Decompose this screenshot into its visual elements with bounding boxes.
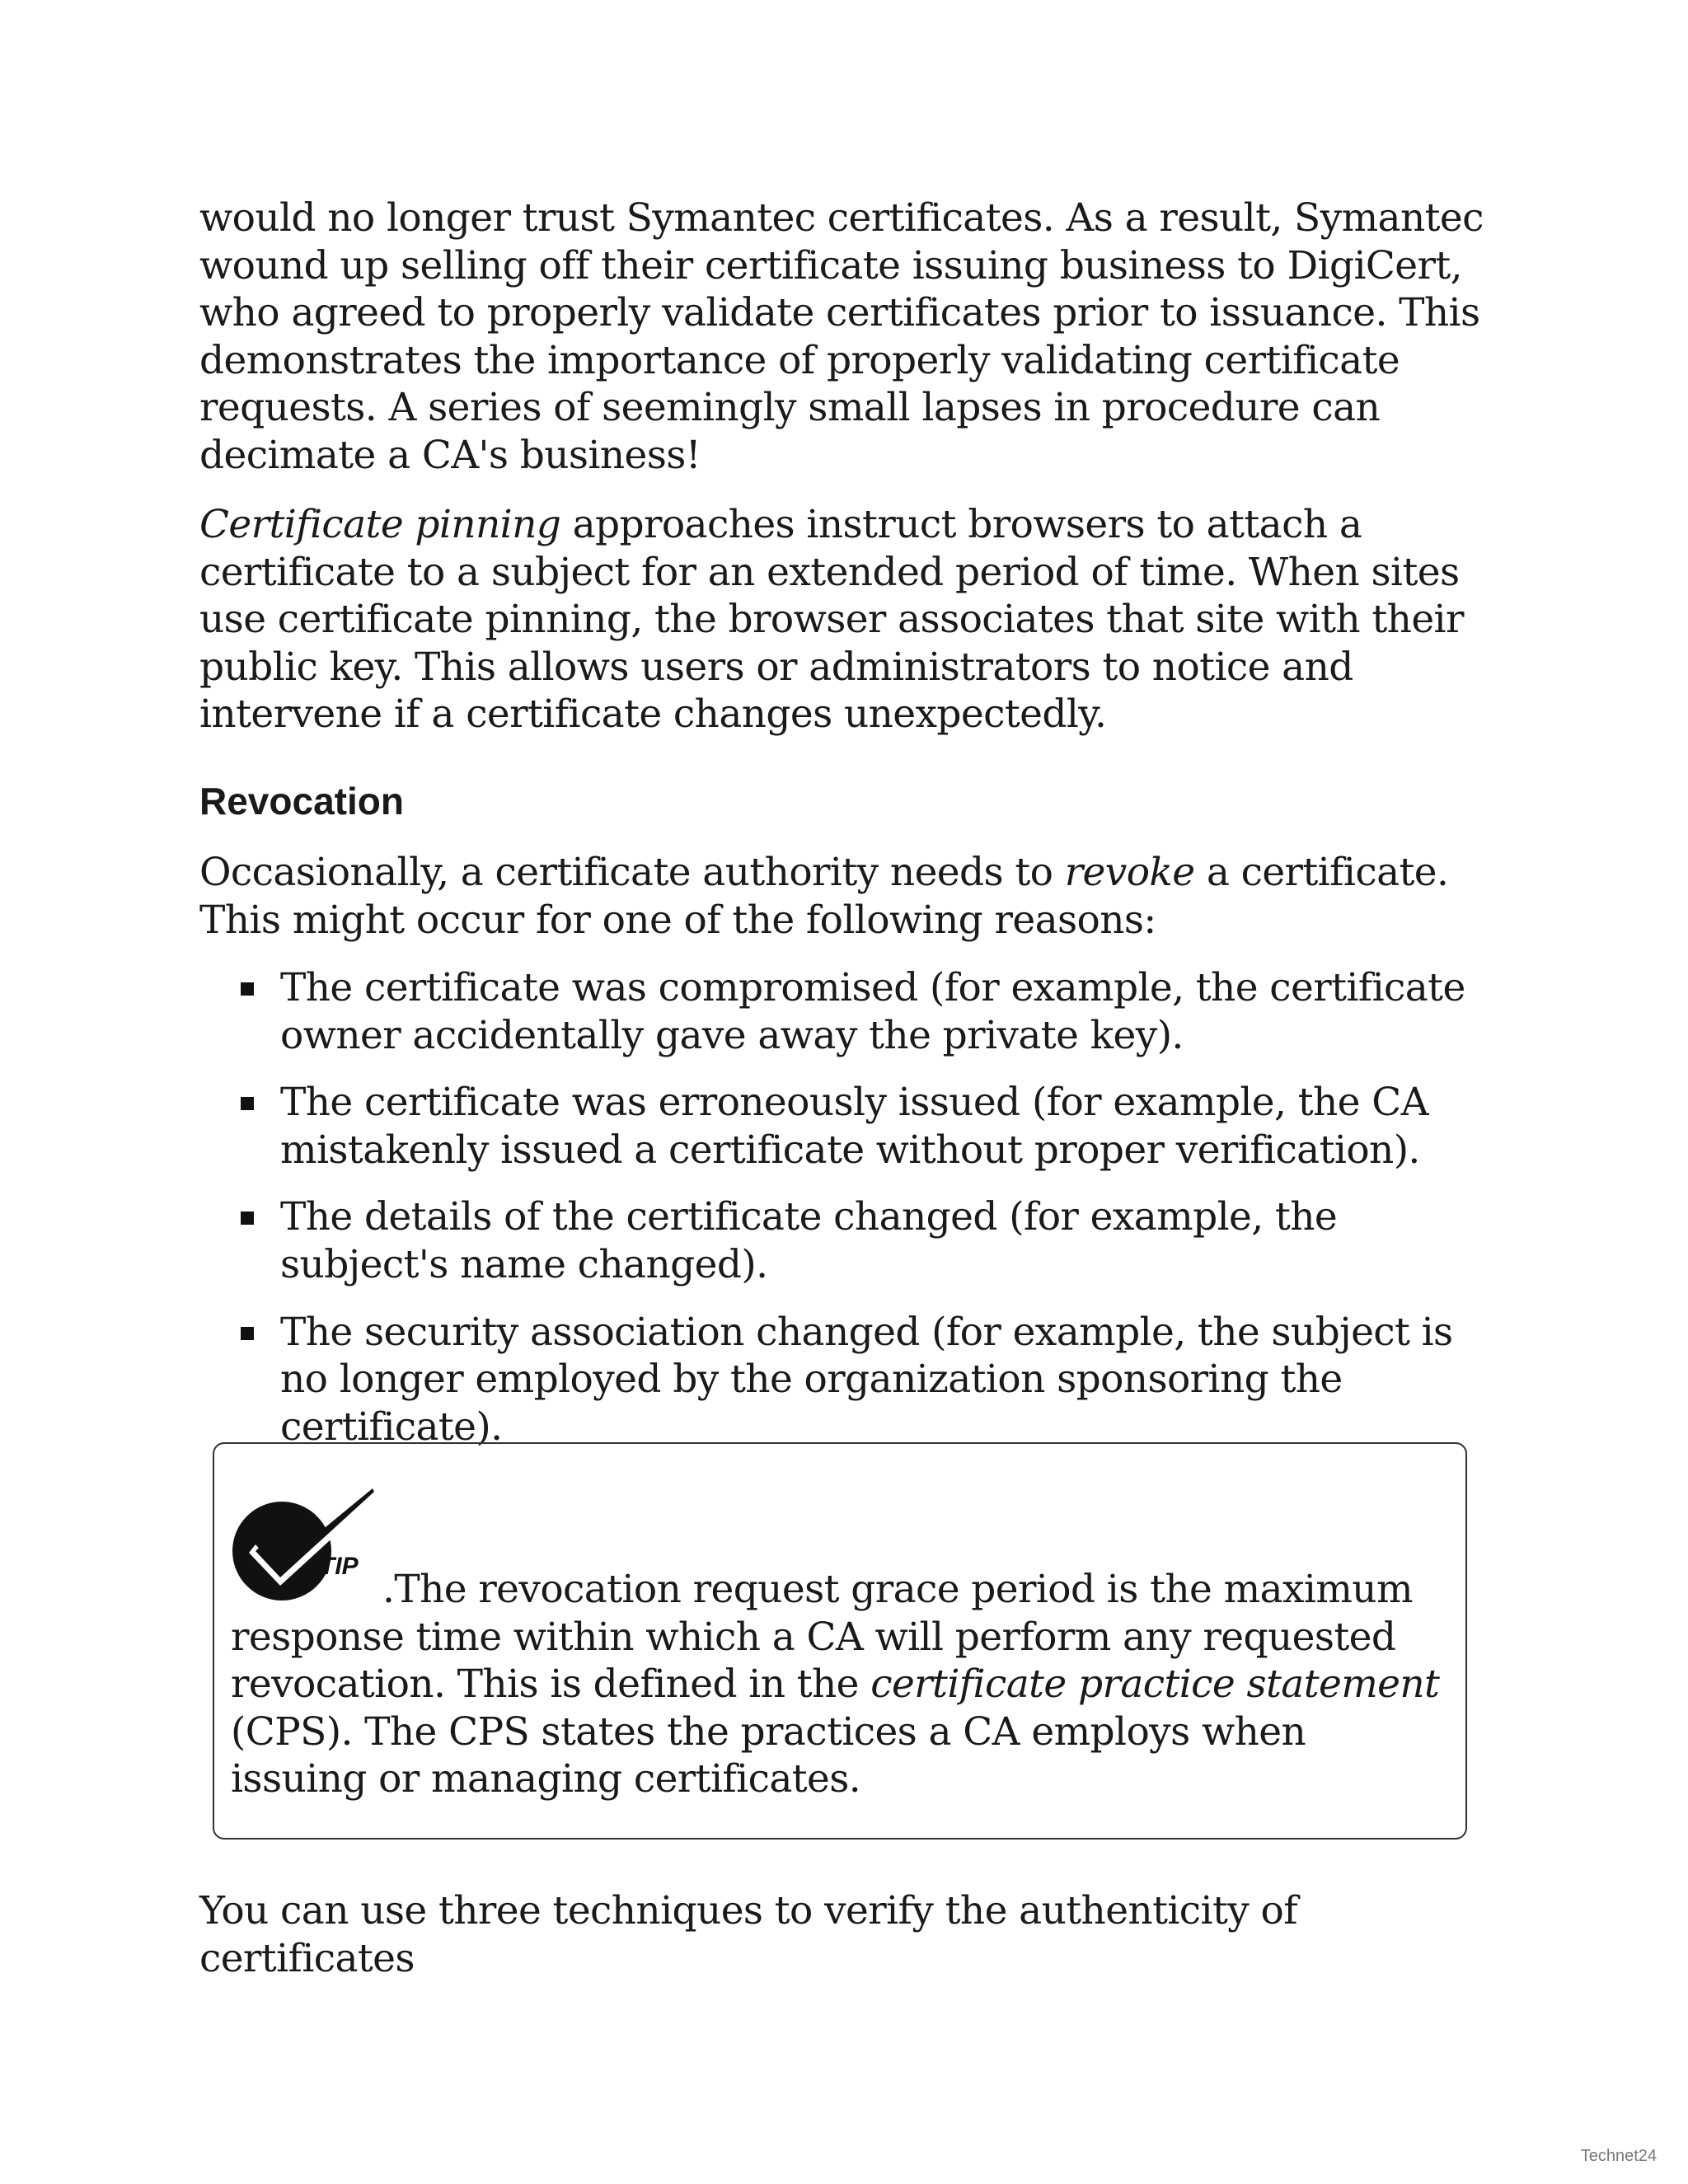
section-heading-revocation: Revocation bbox=[199, 780, 404, 823]
footer-watermark: Technet24 bbox=[1580, 2147, 1657, 2165]
term-certificate-practice-statement: certificate practice statement bbox=[870, 1661, 1440, 1708]
tip-callout bbox=[213, 1442, 1467, 1840]
paragraph-text: a certificate. This might occur for one of the following reasons: bbox=[199, 850, 1449, 943]
square-bullet-icon bbox=[241, 1097, 254, 1110]
list-item-text: The certificate was erroneously issued (for example, the CA mistakenly issued a certificate without proper verification). bbox=[280, 1080, 1428, 1173]
term-certificate-pinning: Certificate pinning bbox=[199, 502, 561, 547]
tip-icon-label: TIP bbox=[320, 1553, 359, 1580]
paragraph-certificate-pinning bbox=[199, 501, 1493, 738]
list-item bbox=[237, 1193, 1490, 1288]
paragraph-symantec bbox=[199, 194, 1493, 480]
tip-text-after: (CPS). The CPS states the practices a CA employs when issuing or managing certificates. bbox=[231, 1708, 1306, 1802]
list-item-text: The certificate was compromised (for example, the certificate owner accidentally gave away the private key). bbox=[280, 965, 1465, 1058]
revocation-reasons-list bbox=[237, 964, 1490, 1470]
paragraph-text: would no longer trust Symantec certificates. As a result, Symantec wound up selling off their certificate issuing business to DigiCert, who agreed to properly validate certificates prior to issuance. This demonstrates the importance of properly validating certificate requests. A series of seemingly small lapses in procedure can decimate a CA's business! bbox=[199, 195, 1484, 478]
square-bullet-icon bbox=[241, 982, 254, 996]
list-item bbox=[237, 1079, 1490, 1174]
list-item-text: The details of the certificate changed (for example, the subject's name changed). bbox=[280, 1194, 1338, 1287]
tip-text bbox=[231, 1566, 1451, 1803]
paragraph-text: Occasionally, a certificate authority needs to bbox=[199, 850, 1065, 895]
list-item-text: The security association changed (for example, the subject is no longer employed by the organization sponsoring the certificate). bbox=[280, 1309, 1453, 1450]
tip-text-lead: .The revocation request grace period is the maximum response time within which a CA will perform any requested revocation. This is defined in the bbox=[231, 1567, 1413, 1708]
square-bullet-icon bbox=[241, 1212, 254, 1225]
list-item bbox=[237, 964, 1490, 1059]
paragraph-verify-techniques bbox=[199, 1887, 1493, 1982]
term-revoke: revoke bbox=[1064, 850, 1195, 895]
square-bullet-icon bbox=[241, 1327, 254, 1340]
paragraph-revocation-intro bbox=[199, 849, 1493, 944]
paragraph-text: You can use three techniques to verify the authenticity of certificates bbox=[199, 1888, 1298, 1981]
list-item bbox=[237, 1309, 1490, 1451]
paragraph-text: approaches instruct browsers to attach a certificate to a subject for an extended period of time. When sites use certificate pinning, the browser associates that site with their public key. This allows users or administrators to notice and intervene if a certificate changes unexpectedly. bbox=[199, 502, 1464, 738]
